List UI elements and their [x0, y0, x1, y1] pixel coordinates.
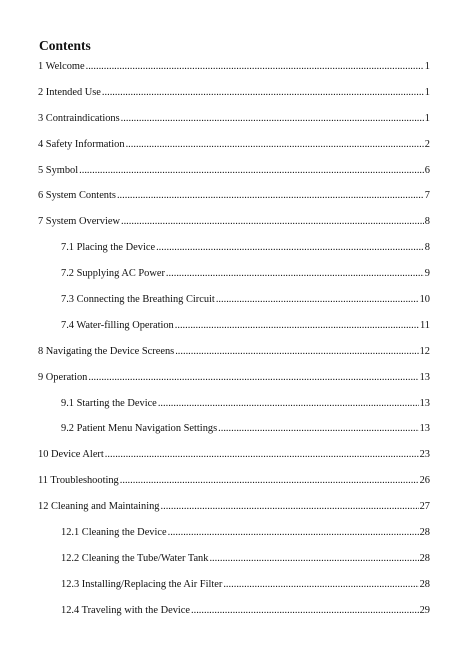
- toc-entry-label: 11 Troubleshooting: [38, 475, 119, 487]
- toc-entry-label: 4 Safety Information: [38, 138, 125, 150]
- toc-entry-label: 9.1 Starting the Device: [61, 397, 157, 409]
- toc-entry-label: 1 Welcome: [38, 61, 85, 72]
- toc-page-number: 13: [419, 423, 430, 435]
- toc-dot-leader: [126, 139, 424, 150]
- toc-dot-leader: [175, 346, 418, 357]
- toc-entry-symbol[interactable]: [38, 165, 430, 191]
- toc-entry-operation[interactable]: [38, 372, 430, 398]
- toc-entry-label: 5 Symbol: [38, 164, 79, 176]
- toc-entry-label: 7.2 Supplying AC Power: [61, 268, 165, 280]
- toc-page-number: 6: [424, 164, 430, 176]
- toc-page-number: 9: [424, 268, 430, 280]
- toc-page-number: 11: [419, 319, 430, 331]
- toc-entry-label: 6 System Contents: [38, 190, 116, 202]
- toc-entry-label: 10 Device Alert: [38, 449, 104, 461]
- toc-dot-leader: [223, 579, 418, 590]
- toc-page-number: 13: [419, 397, 430, 409]
- toc-dot-leader: [161, 501, 419, 512]
- toc-entry-label: 12.3 Installing/Replacing the Air Filter: [61, 578, 223, 590]
- toc-entry-label: 7.3 Connecting the Breathing Circuit: [61, 294, 215, 306]
- toc-entry-cleaning-tube-water-tank[interactable]: [38, 553, 430, 579]
- toc-entry-troubleshooting[interactable]: [38, 475, 430, 501]
- toc-page-number: 28: [419, 578, 430, 590]
- toc-entry-label: 7 System Overview: [38, 216, 120, 228]
- toc-entry-safety-information[interactable]: [38, 139, 430, 165]
- toc-entry-navigating-device-screens[interactable]: [38, 346, 430, 372]
- toc-dot-leader: [216, 294, 419, 305]
- toc-page-number: 1: [424, 61, 430, 72]
- toc-page-number: 12: [419, 345, 430, 357]
- toc-page-number: 10: [419, 294, 430, 306]
- toc-page-number: 28: [419, 527, 430, 539]
- toc-page-number: 27: [419, 501, 430, 513]
- toc-page-number: 8: [424, 216, 430, 228]
- toc-entry-label: 8 Navigating the Device Screens: [38, 345, 175, 357]
- toc-entry-label: 2 Intended Use: [38, 86, 101, 98]
- toc-entry-starting-the-device[interactable]: [38, 398, 430, 424]
- toc-entry-patient-menu-navigation[interactable]: [38, 423, 430, 449]
- toc-page-number: 1: [424, 86, 430, 98]
- toc-entry-intended-use[interactable]: [38, 87, 430, 113]
- toc-entry-label: 7.1 Placing the Device: [61, 242, 156, 254]
- toc-dot-leader: [191, 605, 419, 616]
- toc-entry-contraindications[interactable]: [38, 113, 430, 139]
- toc-dot-leader: [218, 423, 418, 434]
- toc-entry-label: 12.1 Cleaning the Device: [61, 527, 167, 539]
- toc-page-number: 2: [424, 138, 430, 150]
- toc-page-number: 28: [419, 552, 430, 564]
- toc-entry-water-filling-operation[interactable]: [38, 320, 430, 346]
- page-title: Contents: [39, 38, 91, 53]
- toc-entry-welcome[interactable]: [38, 61, 430, 87]
- toc-dot-leader: [209, 553, 418, 564]
- toc-entry-device-alert[interactable]: [38, 449, 430, 475]
- toc-dot-leader: [117, 190, 424, 201]
- toc-entry-cleaning-and-maintaining[interactable]: [38, 501, 430, 527]
- toc-page-number: 13: [419, 371, 430, 383]
- toc-entry-label: 12 Cleaning and Maintaining: [38, 501, 160, 513]
- toc-dot-leader: [79, 165, 424, 176]
- toc-dot-leader: [166, 268, 424, 279]
- toc-dot-leader: [120, 475, 419, 486]
- toc-dot-leader: [121, 113, 424, 124]
- toc-dot-leader: [158, 398, 419, 409]
- toc-entry-label: 9 Operation: [38, 371, 88, 383]
- toc-entry-system-overview[interactable]: [38, 216, 430, 242]
- toc-entry-label: 12.2 Cleaning the Tube/Water Tank: [61, 552, 209, 564]
- toc-entry-placing-the-device[interactable]: [38, 242, 430, 268]
- toc-entry-label: 3 Contraindications: [38, 112, 120, 124]
- toc-dot-leader: [102, 87, 424, 98]
- toc-entry-label: 12.4 Traveling with the Device: [61, 604, 190, 616]
- toc-entry-cleaning-the-device[interactable]: [38, 527, 430, 553]
- toc-dot-leader: [88, 372, 418, 383]
- toc-dot-leader: [86, 61, 424, 72]
- toc-dot-leader: [105, 449, 419, 460]
- toc-entry-label: 7.4 Water-filling Operation: [61, 319, 174, 331]
- toc-entry-installing-air-filter[interactable]: [38, 579, 430, 605]
- toc-dot-leader: [168, 527, 419, 538]
- toc-page-number: 29: [419, 604, 430, 616]
- toc-page-number: 1: [424, 112, 430, 124]
- toc-entry-traveling-with-device[interactable]: [38, 605, 430, 631]
- toc-entry-system-contents[interactable]: [38, 190, 430, 216]
- toc-dot-leader: [121, 216, 424, 227]
- toc-page-number: 8: [424, 242, 430, 254]
- toc-entry-label: 9.2 Patient Menu Navigation Settings: [61, 423, 218, 435]
- toc-entry-supplying-ac-power[interactable]: [38, 268, 430, 294]
- toc-entry-connecting-breathing-circuit[interactable]: [38, 294, 430, 320]
- toc-page-number: 7: [424, 190, 430, 202]
- table-of-contents: [38, 61, 430, 631]
- toc-dot-leader: [156, 242, 424, 253]
- toc-page-number: 23: [419, 449, 430, 461]
- toc-dot-leader: [175, 320, 419, 331]
- toc-page-number: 26: [419, 475, 430, 487]
